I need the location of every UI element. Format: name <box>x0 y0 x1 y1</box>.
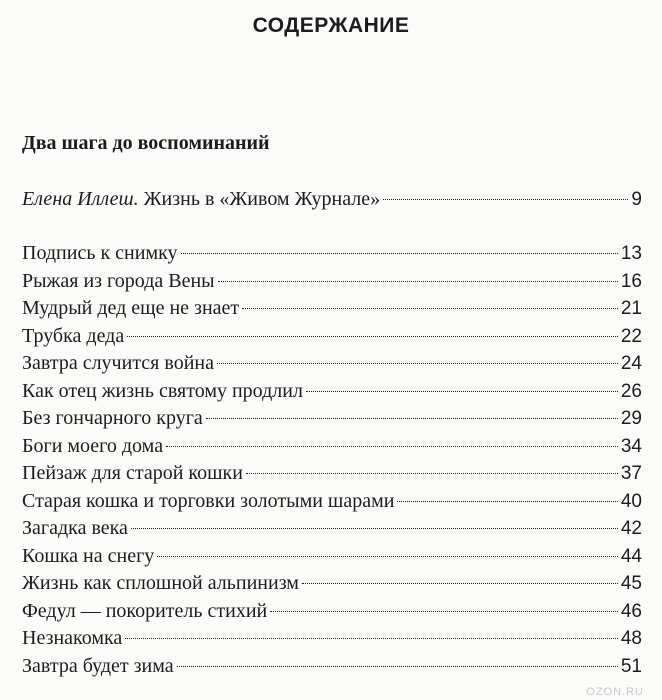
dot-leader <box>131 528 618 529</box>
toc-entry <box>22 625 642 653</box>
toc-entry-page: 48 <box>620 628 642 649</box>
toc-entry-title: Пейзаж для старой кошки <box>22 462 243 484</box>
page-title: СОДЕРЖАНИЕ <box>252 14 410 37</box>
toc-entry <box>22 405 642 433</box>
toc-list <box>22 240 642 680</box>
toc-entry-text <box>22 186 380 214</box>
toc-entry-title: Жизнь как сплошной альпинизм <box>22 572 299 594</box>
dot-leader <box>270 611 618 612</box>
toc-entry-page: 9 <box>631 189 642 210</box>
dot-leader <box>383 199 628 200</box>
toc-entry-page: 16 <box>620 270 642 292</box>
toc-entry-author: Елена Иллеш. <box>22 188 139 210</box>
toc-entry-title: Федул — покоритель стихий <box>22 599 268 622</box>
toc-entry-title: Как отец жизнь святому продлил <box>22 379 303 402</box>
toc-entry <box>22 268 642 296</box>
toc-entry-page: 40 <box>620 490 642 512</box>
watermark: OZON.RU <box>586 686 644 698</box>
dot-leader <box>242 308 618 309</box>
toc-entry <box>22 488 642 516</box>
dot-leader <box>181 253 618 254</box>
toc-entry <box>22 460 642 488</box>
toc-entry-page: 26 <box>620 380 642 402</box>
dot-leader <box>166 446 618 447</box>
section-title: Два шага до воспоминаний <box>22 132 270 154</box>
toc-entry <box>22 323 642 351</box>
toc-entry-page: 37 <box>620 463 642 484</box>
toc-entry-title: Незнакомка <box>22 627 123 649</box>
toc-entry-page: 13 <box>620 243 642 264</box>
dot-leader <box>127 336 618 337</box>
dot-leader <box>246 473 618 474</box>
toc-entry-page: 46 <box>620 600 642 622</box>
toc-entry <box>22 515 642 543</box>
intro-entry-block <box>22 186 642 214</box>
dot-leader <box>397 501 617 502</box>
toc-entry-page: 51 <box>620 655 642 677</box>
dot-leader <box>302 583 618 584</box>
toc-entry <box>22 433 642 461</box>
dot-leader <box>218 281 618 282</box>
toc-entry-title: Кошка на снегу <box>22 544 155 567</box>
toc-entry-title: Мудрый дед еще не знает <box>22 297 240 319</box>
toc-entry-title: Без гончарного круга <box>22 407 203 429</box>
dot-leader <box>217 363 618 364</box>
dot-leader <box>206 418 618 419</box>
toc-entry-page: 21 <box>620 298 642 319</box>
toc-entry-title: Старая кошка и торговки золотыми шарами <box>22 489 395 512</box>
toc-entry-title: Завтра случится война <box>22 352 214 374</box>
toc-entry-page: 22 <box>620 325 642 347</box>
dot-leader <box>125 638 618 639</box>
toc-entry-page: 29 <box>620 408 642 429</box>
toc-entry-page: 34 <box>620 435 642 457</box>
toc-entry-title: Завтра будет зима <box>22 654 174 677</box>
toc-entry-title: Боги моего дома <box>22 434 164 457</box>
toc-entry <box>22 378 642 406</box>
toc-entry <box>22 240 642 268</box>
toc-entry-intro <box>22 186 642 214</box>
toc-entry-title: Загадка века <box>22 517 128 539</box>
toc-entry-page: 24 <box>620 353 642 374</box>
toc-entry <box>22 350 642 378</box>
toc-entry-title: Жизнь в «Живом Журнале» <box>143 188 381 210</box>
toc-entry-page: 44 <box>620 545 642 567</box>
toc-entry <box>22 570 642 598</box>
dot-leader <box>306 391 618 392</box>
toc-entry-page: 42 <box>620 518 642 539</box>
dot-leader <box>177 666 618 667</box>
toc-entry-title: Подпись к снимку <box>22 242 178 264</box>
toc-entry <box>22 653 642 681</box>
dot-leader <box>157 556 618 557</box>
toc-entry-title: Рыжая из города Вены <box>22 269 215 292</box>
toc-entry <box>22 598 642 626</box>
toc-entry-page: 45 <box>620 573 642 594</box>
toc-entry <box>22 543 642 571</box>
toc-entry-title: Трубка деда <box>22 324 125 347</box>
toc-entry <box>22 295 642 323</box>
